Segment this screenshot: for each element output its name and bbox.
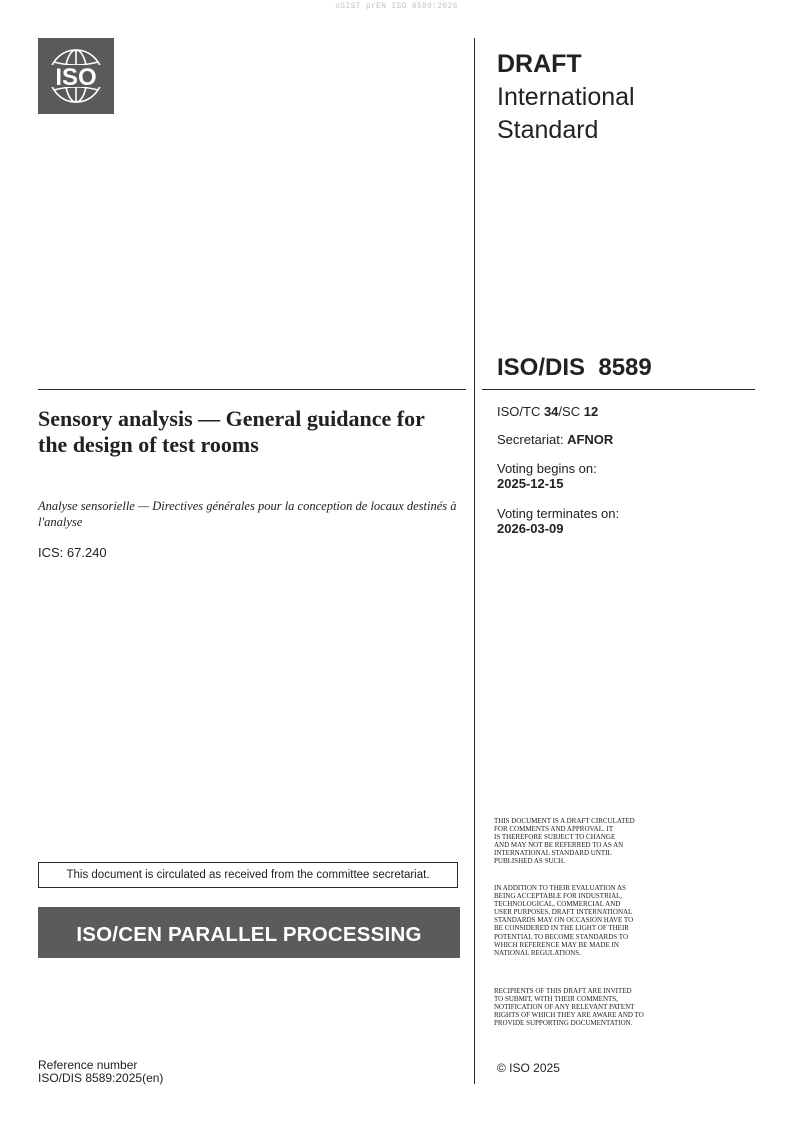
disclaimer-line: AND MAY NOT BE REFERRED TO AS AN: [494, 841, 624, 850]
disclaimer-paragraph-3: [494, 987, 709, 1027]
disclaimer-line: BEING ACCEPTABLE FOR INDUSTRIAL,: [494, 892, 623, 901]
iso-logo: [38, 38, 114, 114]
voting-terminates-label: Voting terminates on:: [497, 506, 620, 521]
disclaimer-line: THIS DOCUMENT IS A DRAFT CIRCULATED: [494, 817, 635, 825]
disclaimer-line: TECHNOLOGICAL, COMMERCIAL AND: [494, 900, 621, 909]
disclaimer-line: POTENTIAL TO BECOME STANDARDS TO: [494, 932, 629, 941]
committee-info: [497, 404, 598, 419]
disclaimer-line: NOTIFICATION OF ANY RELEVANT PATENT: [494, 1003, 635, 1012]
horizontal-divider-left: [38, 389, 466, 390]
disclaimer-line: IN ADDITION TO THEIR EVALUATION AS: [494, 884, 626, 892]
reference-label: Reference number: [38, 1058, 138, 1072]
draft-label: DRAFT: [497, 50, 582, 78]
disclaimer-line: FOR COMMENTS AND APPROVAL. IT: [494, 825, 614, 834]
page-watermark: oSIST prEN ISO 8589:2026: [335, 2, 458, 11]
globe-icon: [38, 38, 114, 114]
voting-begins: [497, 461, 597, 491]
secretariat-label: Secretariat:: [497, 432, 568, 447]
disclaimer-paragraph-1: [494, 817, 709, 866]
disclaimer-line: PROVIDE SUPPORTING DOCUMENTATION.: [494, 1019, 633, 1028]
disclaimer-line: STANDARDS MAY ON OCCASION HAVE TO: [494, 916, 634, 925]
sc-prefix: /SC: [558, 404, 584, 419]
document-title-english: Sensory analysis — General guidance for the design of test rooms: [38, 406, 425, 457]
disclaimer-line: BE CONSIDERED IN THE LIGHT OF THEIR: [494, 924, 629, 933]
voting-terminates-date: 2026-03-09: [497, 521, 564, 536]
voting-terminates: [497, 506, 619, 536]
reference-value: ISO/DIS 8589:2025(en): [38, 1071, 164, 1085]
sc-number: 12: [583, 404, 599, 419]
disclaimer-line: TO SUBMIT, WITH THEIR COMMENTS,: [494, 995, 618, 1004]
disclaimer-line: INTERNATIONAL STANDARD UNTIL: [494, 849, 612, 858]
circulation-notice: This document is circulated as received from the committee secretariat.: [38, 862, 458, 888]
tc-number: 34: [543, 404, 559, 419]
voting-begins-date: 2025-12-15: [497, 476, 564, 491]
secretariat-info: [497, 432, 613, 447]
disclaimer-line: WHICH REFERENCE MAY BE MADE IN: [494, 940, 619, 949]
disclaimer-line: PUBLISHED AS SUCH.: [494, 857, 565, 866]
vertical-divider: [474, 38, 475, 1084]
reference-number: [38, 1059, 163, 1085]
committee-prefix: ISO/TC: [497, 404, 544, 419]
standard-label: Standard: [497, 116, 599, 144]
voting-begins-label: Voting begins on:: [497, 461, 597, 476]
document-title-french: Analyse sensorielle — Directives générales pour la conception de locaux destinés à l'analyse: [38, 499, 457, 529]
secretariat-value: AFNOR: [567, 432, 614, 447]
horizontal-divider-right: [482, 389, 755, 390]
disclaimer-line: USER PURPOSES, DRAFT INTERNATIONAL: [494, 908, 633, 917]
parallel-processing-banner: ISO/CEN PARALLEL PROCESSING: [38, 907, 460, 958]
disclaimer-line: RIGHTS OF WHICH THEY ARE AWARE AND TO: [494, 1011, 644, 1020]
document-type-heading: [497, 48, 635, 147]
disclaimer-paragraph-2: [494, 884, 709, 957]
copyright-notice: © ISO 2025: [497, 1061, 560, 1075]
document-number: ISO/DIS 8589: [497, 354, 652, 381]
disclaimer-line: RECIPIENTS OF THIS DRAFT ARE INVITED: [494, 987, 632, 995]
disclaimer-line: NATIONAL REGULATIONS.: [494, 948, 581, 957]
iso-logo-text: ISO: [55, 64, 97, 91]
ics-code: ICS: 67.240: [38, 545, 107, 560]
international-label: International: [497, 83, 635, 111]
disclaimer-line: IS THEREFORE SUBJECT TO CHANGE: [494, 833, 616, 842]
